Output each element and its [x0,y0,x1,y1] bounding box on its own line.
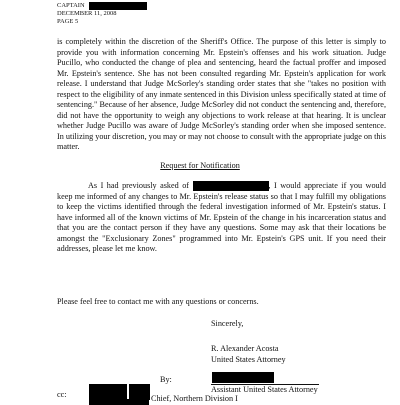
signer-name: R. Alexander Acosta [211,344,279,353]
notification-text-start: As I had previously asked of [88,181,190,190]
header-date: DECEMBER 11, 2008 [57,10,117,17]
header-captain-label: CAPTAIN [57,2,85,9]
header-recipient-line [57,2,257,10]
body-paragraph-contact: Please feel free to contact me with any questions or concerns. [57,297,259,306]
redacted-signature [212,372,274,383]
redacted-cc-name-2 [129,384,150,400]
assistant-title: Assistant United States Attorney [211,385,318,394]
body-paragraph-notification [57,181,386,255]
redacted-recipient-name [89,2,147,10]
section-heading-text: Request for Notification [160,161,240,170]
signer-block [211,344,286,365]
body-paragraph-discretion: is completely within the discretion of the Sheriff's Office. The purpose of this letter is simply to provide you with information concerning Mr. Epstein's offenses and his work situation. Judge Pucillo, who conducted the change of plea and sentencing, heard the factual proffer and imposed Mr. Epstein's sentence. She has not been consulted regarding Mr. Epstein's application for work release. I understand that Judge McSorley's standing order states that she "takes no position with respect to the eligibility of any inmate sentenced in this Division unless specifically stated at time of sentencing." Because of her absence, Judge McSorley did not conduct the sentencing and, therefore, did not have the opportunity to weigh any objections to work release at that hearing. It is unclear whether Judge Pucillo was aware of Judge McSorley's standing order when she imposed sentence. In utilizing your discretion, you may or may not choose to consult with the appropriate judge on this matter. [57,37,386,151]
signer-title: United States Attorney [211,354,286,364]
redacted-cc-name-1 [89,384,127,400]
notification-text-rest: , I would appreciate if you would keep me informed of any changes to Mr. Epstein's release status so that I may fulfill my obligations to keep the victims identified through the federal investigation informed of Mr. Epstein's status. I have informed all of the known victims of Mr. Epstein of the change in his incarceration status and that you are the contact person if they have any questions. Some may ask that their locations be amongst the "Exclusionary Zones" programmed into Mr. Epstein's GPS unit. If you need their addresses, please let me know. [57,181,386,253]
notification-text [57,181,386,255]
page-header [57,2,257,26]
cc-label: cc: [57,390,67,399]
cc-recipient-text: Chief, Northern Division I [151,394,238,403]
by-label: By: [160,375,172,384]
closing-sincerely: Sincerely, [211,319,244,328]
header-page-number: PAGE 5 [57,18,79,25]
section-heading [0,161,400,171]
redacted-name-inline [193,181,269,191]
